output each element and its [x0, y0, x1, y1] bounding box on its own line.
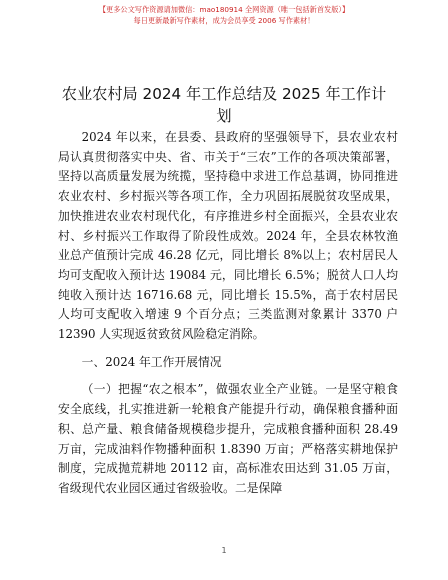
- promo-banner-line-2: 每日更新最新写作素材，成为会员享受 2006 写作素材！: [133, 16, 315, 25]
- promo-banner: [0, 4, 448, 26]
- document-body: [58, 128, 398, 499]
- section-heading: 一、2024 年工作开展情况: [81, 354, 222, 369]
- document-title-line-2: 划: [216, 107, 232, 125]
- promo-banner-line-1: 【更多公文写作资源请加微信：mao180914 全网资源（唯一包括新首发版）】: [98, 5, 350, 14]
- section-paragraph: （一）把握“农之根本”，做强农业全产业链。一是坚守粮食安全底线，扎实推进新一轮粮食产能提升行动，确保粮食播种面积、总产量、粮食储备规模稳步提升，完成粮食播种面积 28.49 万亩，完成油料作物播种面积 1.8390 万亩；严格落实耕地保护制度，完成抛荒耕地 20112 亩，高标准农田达到 31.05 万亩，省级现代农业园区通过省级验收。二是保障: [58, 382, 398, 495]
- intro-paragraph: 2024 年以来，在县委、县政府的坚强领导下，县农业农村局认真贯彻落实中央、省、市关于“三农”工作的各项决策部署，坚持以高质量发展为统揽，坚持稳中求进工作总基调，协同推进农业农村、乡村振兴等各项工作，全力巩固拓展脱贫攻坚成果，加快推进农业农村现代化，有序推进乡村全面振兴，全县农业农村、乡村振兴工作取得了阶段性成效。2024 年，全县农林牧渔业总产值预计完成 46.28 亿元，同比增长 8%以上；农村居民人均可支配收入预计达 19084 元，同比增长 6.5%；脱贫人口人均纯收入预计达 16716.68 元，同比增长 15.5%，高于农村居民人均可支配收入增速 9 个百分点；三类监测对象累计 3370 户 12390 人实现返贫致贫风险稳定消除。: [58, 130, 398, 342]
- document-title: [40, 83, 408, 127]
- page-number: 1: [221, 546, 227, 555]
- document-title-line-1: 农业农村局 2024 年工作总结及 2025 年工作计: [61, 85, 387, 103]
